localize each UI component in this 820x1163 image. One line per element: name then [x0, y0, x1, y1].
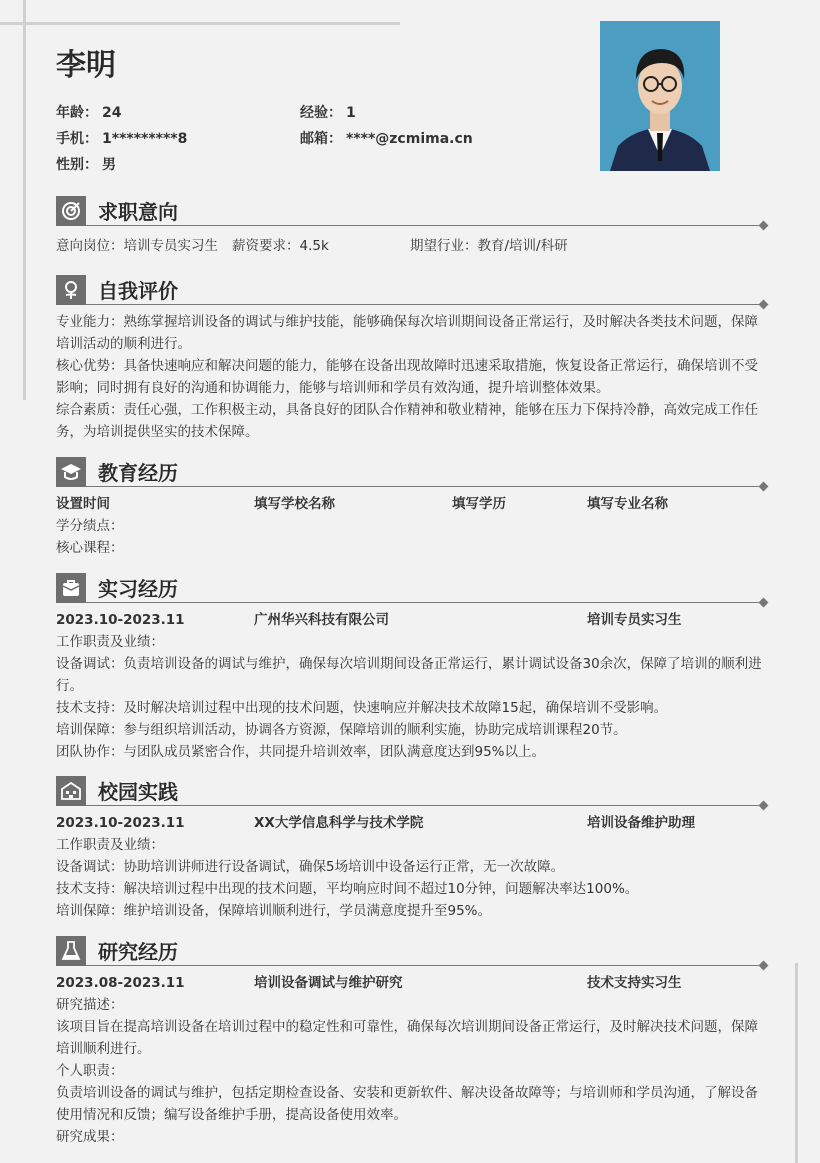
intern-time: 2023.10-2023.11	[56, 612, 185, 628]
section-title: 求职意向	[98, 200, 178, 224]
intent-position: 意向岗位：培训专员实习生	[56, 238, 218, 254]
research-line: 研究描述：	[56, 997, 124, 1013]
section-title: 研究经历	[98, 940, 178, 964]
intern-line: 工作职责及业绩：	[56, 634, 164, 650]
research-time: 2023.08-2023.11	[56, 975, 185, 991]
profile-photo	[600, 21, 720, 171]
intern-line: 设备调试：负责培训设备的调试与维护，确保每次培训期间设备正常运行，累计调试设备30余次，保障了培训的顺利进行。	[56, 656, 762, 694]
section-title: 教育经历	[98, 461, 178, 485]
intent-salary: 薪资要求：4.5k	[232, 238, 329, 254]
intern-role: 培训专员实习生	[587, 612, 682, 628]
section-research	[56, 936, 765, 1148]
research-project: 培训设备调试与维护研究	[254, 975, 403, 991]
campus-line: 培训保障：维护培训设备，保障培训顺利进行，学员满意度提升至95%。	[56, 903, 492, 919]
section-title: 自我评价	[98, 279, 178, 303]
research-line: 研究成果：	[56, 1129, 124, 1145]
edu-major: 填写专业名称	[587, 496, 668, 512]
info-email: 邮箱： ****@zcmima.cn	[300, 131, 473, 147]
candidate-name: 李明	[56, 48, 116, 83]
intern-company: 广州华兴科技有限公司	[254, 612, 389, 628]
decorative-line	[0, 22, 400, 25]
intern-line: 技术支持：及时解决培训过程中出现的技术问题，快速响应并解决技术故障15起，确保培训不受影响。	[56, 700, 668, 716]
edu-school: 填写学校名称	[254, 496, 335, 512]
campus-time: 2023.10-2023.11	[56, 815, 185, 831]
edu-gpa: 学分绩点：	[56, 518, 124, 534]
decorative-line	[23, 0, 26, 400]
section-title: 校园实践	[98, 780, 178, 804]
self-evaluation-line: 核心优势：具备快速响应和解决问题的能力，能够在设备出现故障时迅速采取措施，恢复设备正常运行，确保培训不受影响；同时拥有良好的沟通和协调能力，能够与培训师和学员有效沟通，提升培训整体效果。	[56, 358, 758, 396]
section-education	[56, 457, 765, 559]
intern-line: 团队协作：与团队成员紧密合作，共同提升培训效率，团队满意度达到95%以上。	[56, 744, 546, 760]
research-line: 个人职责：	[56, 1063, 124, 1079]
self-evaluation-line: 专业能力：熟练掌握培训设备的调试与维护技能，能够确保每次培训期间设备正常运行，及时解决各类技术问题，保障培训活动的顺利进行。	[56, 314, 758, 352]
campus-role: 培训设备维护助理	[587, 815, 695, 831]
decorative-line	[795, 963, 798, 1163]
edu-courses: 核心课程：	[56, 540, 124, 556]
briefcase-icon	[56, 573, 86, 603]
flower-icon	[56, 275, 86, 305]
building-icon	[56, 776, 86, 806]
campus-line: 工作职责及业绩：	[56, 837, 164, 853]
section-title: 实习经历	[98, 577, 178, 601]
campus-org: XX大学信息科学与技术学院	[254, 815, 424, 831]
section-campus-practice	[56, 776, 765, 922]
edu-degree: 填写学历	[452, 496, 506, 512]
section-job-intent	[56, 196, 765, 257]
intern-line: 培训保障：参与组织培训活动，协调各方资源，保障培训的顺利实施，协助完成培训课程20节。	[56, 722, 627, 738]
flask-icon	[56, 936, 86, 966]
edu-time: 设置时间	[56, 496, 110, 512]
research-line: 负责培训设备的调试与维护，包括定期检查设备、安装和更新软件、解决设备故障等；与培训师和学员沟通，了解设备使用情况和反馈；编写设备维护手册，提高设备使用效率。	[56, 1085, 758, 1123]
target-icon	[56, 196, 86, 226]
section-self-evaluation	[56, 275, 765, 443]
campus-line: 技术支持：解决培训过程中出现的技术问题，平均响应时间不超过10分钟，问题解决率达100%。	[56, 881, 639, 897]
info-age: 年龄： 24	[56, 105, 122, 121]
research-role: 技术支持实习生	[587, 975, 682, 991]
self-evaluation-line: 综合素质：责任心强，工作积极主动，具备良好的团队合作精神和敬业精神，能够在压力下保持冷静，高效完成工作任务，为培训提供坚实的技术保障。	[56, 402, 758, 440]
campus-line: 设备调试：协助培训讲师进行设备调试，确保5场培训中设备运行正常，无一次故障。	[56, 859, 565, 875]
info-gender: 性别： 男	[56, 157, 116, 173]
research-line: 该项目旨在提高培训设备在培训过程中的稳定性和可靠性，确保每次培训期间设备正常运行，及时解决技术问题，保障培训顺利进行。	[56, 1019, 758, 1057]
graduation-cap-icon	[56, 457, 86, 487]
info-phone: 手机： 1*********8	[56, 131, 188, 147]
info-experience: 经验： 1	[300, 105, 356, 121]
section-internship	[56, 573, 765, 763]
intent-industry: 期望行业：教育/培训/科研	[410, 238, 568, 254]
